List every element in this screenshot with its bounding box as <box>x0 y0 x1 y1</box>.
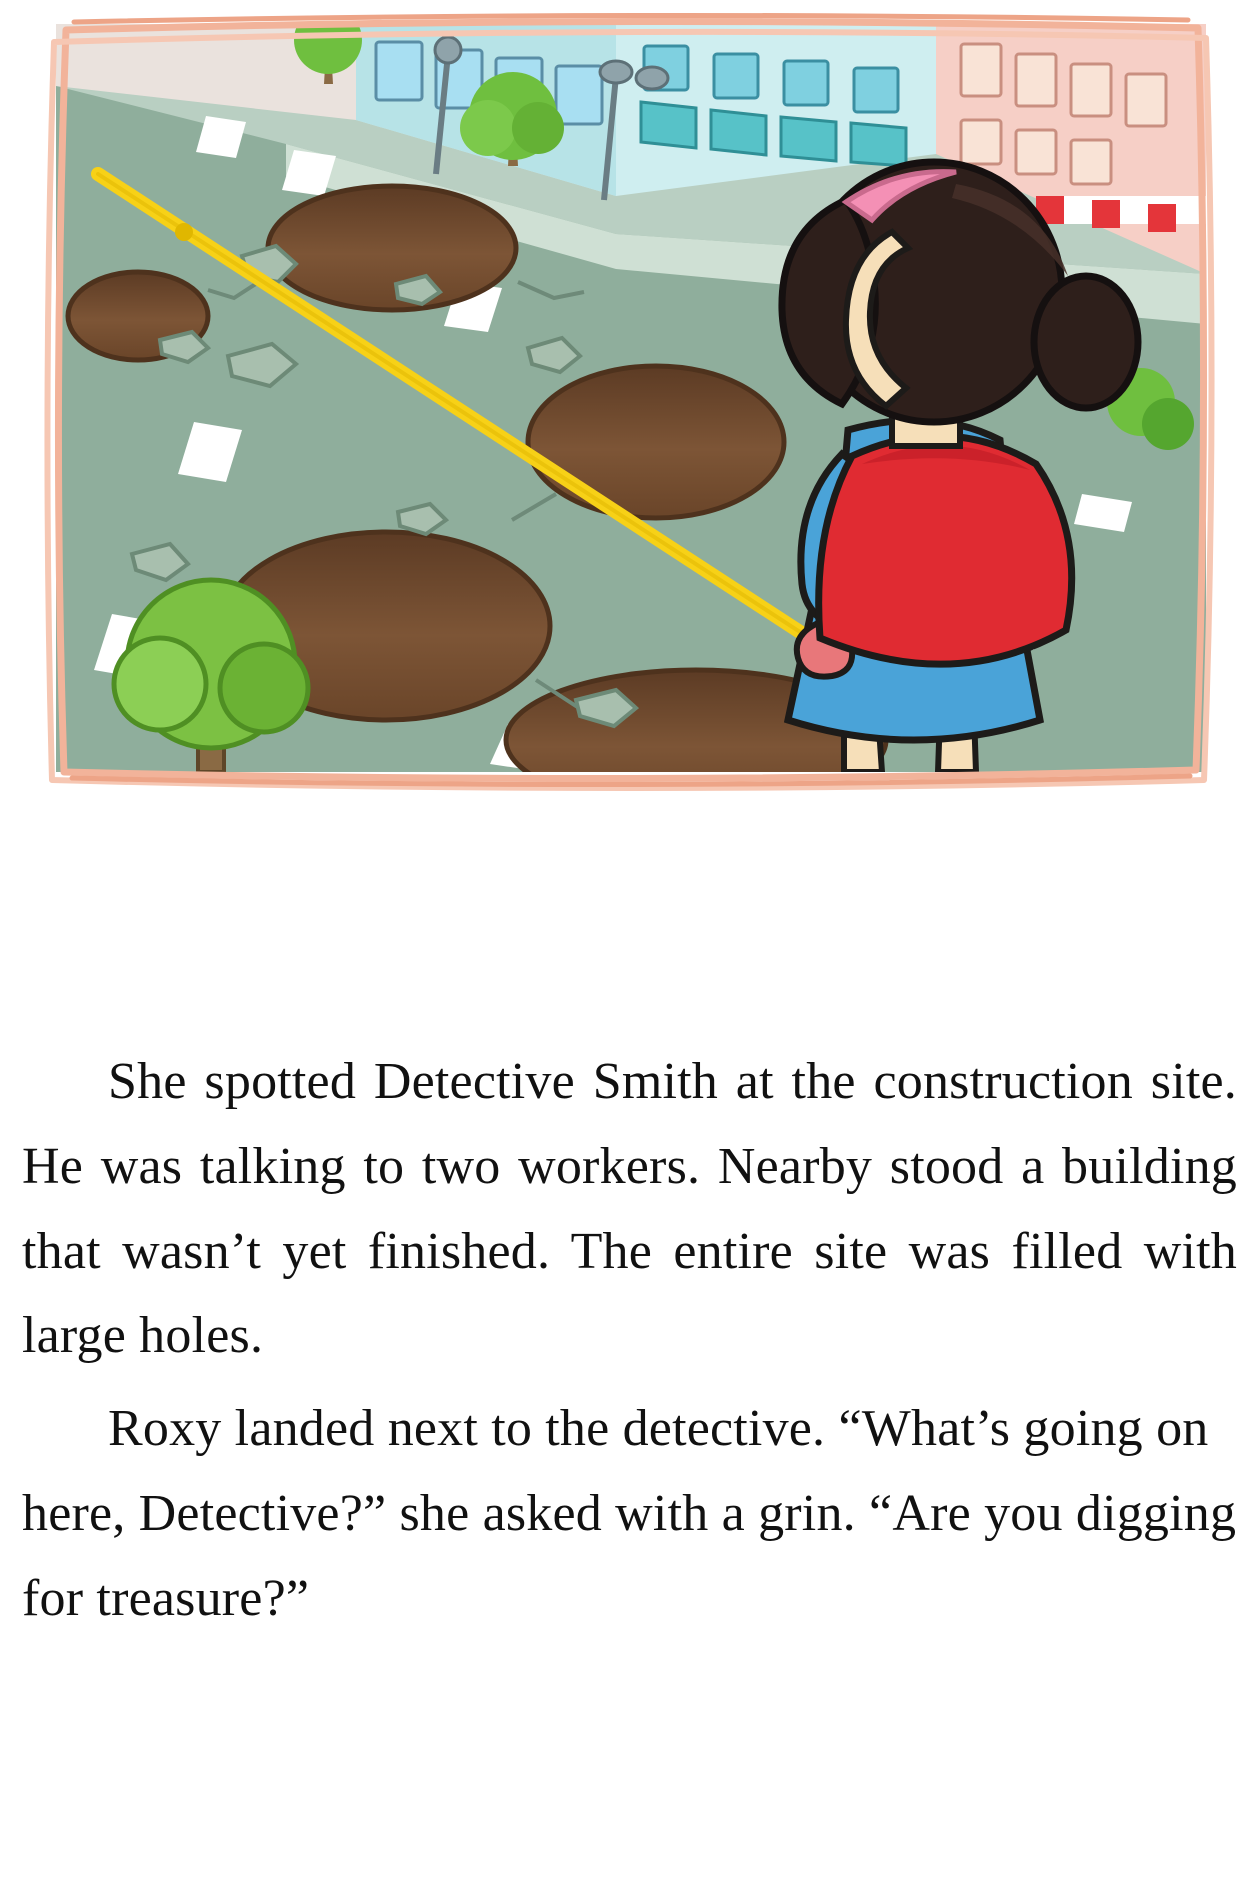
illustration-image <box>56 24 1206 772</box>
story-text <box>22 1040 1237 1641</box>
scene-artwork <box>56 24 1206 772</box>
story-paragraph-2: Roxy landed next to the detective. “What’s going on here, Detective?” she asked with a grin. “Are you digging for treasure?” <box>22 1400 1237 1627</box>
story-paragraph-1: She spotted Detective Smith at the construction site. He was talking to two workers. Nearby stood a building that wasn’t yet finished. The entire site was filled with large holes. <box>22 1053 1237 1365</box>
illustration-container <box>38 8 1223 793</box>
